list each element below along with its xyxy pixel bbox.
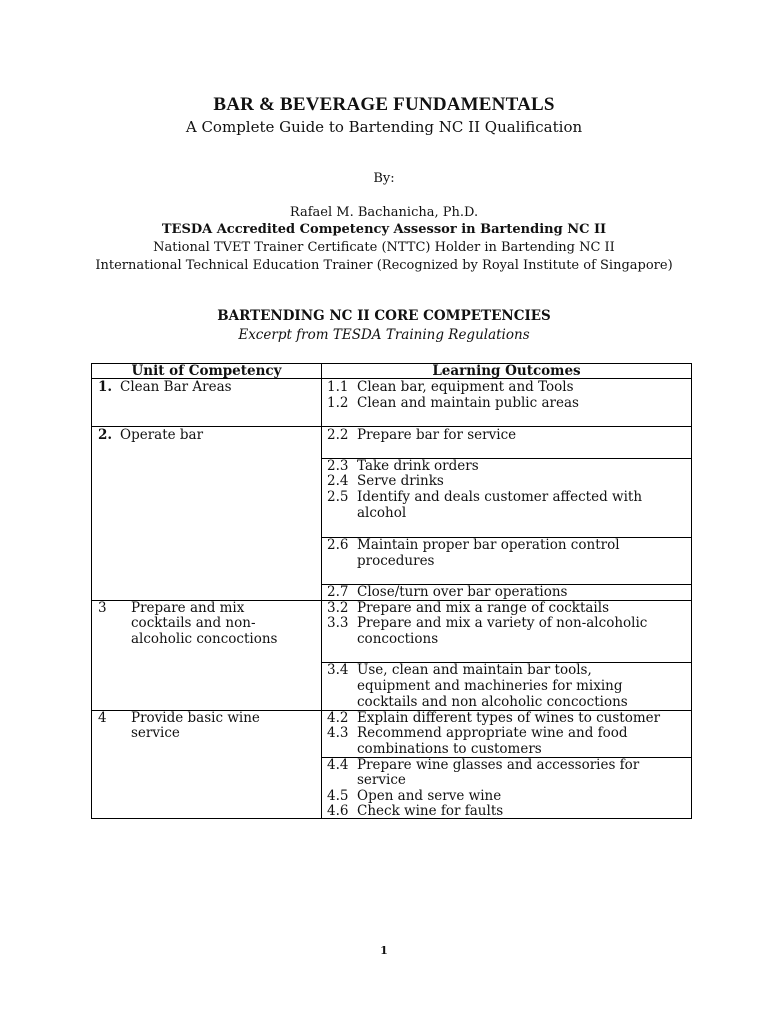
unit-title: Clean Bar Areas <box>120 379 232 395</box>
author-name: Rafael M. Bachanicha, Ph.D. <box>289 205 479 220</box>
unit-title: alcoholic concoctions <box>131 631 278 647</box>
section-subtitle: Excerpt from TESDA Training Regulations <box>238 327 530 343</box>
outcome-text: Prepare and mix a variety of non-alcoholic <box>357 615 648 631</box>
outcome-text: Take drink orders <box>357 458 479 474</box>
outcome-number: 4.6 <box>327 803 349 819</box>
outcome-number: 4.3 <box>327 725 349 741</box>
outcome-text: equipment and machineries for mixing <box>357 678 623 694</box>
outcome-text: cocktails and non alcoholic concoctions <box>357 694 628 710</box>
outcome-text: concoctions <box>357 631 439 647</box>
document-title: BAR & BEVERAGE FUNDAMENTALS <box>213 94 555 115</box>
author-credential-nttc: National TVET Trainer Certificate (NTTC) Holder in Bartending NC II <box>153 240 615 255</box>
unit-title: cocktails and non- <box>131 615 256 631</box>
unit-title: Provide basic wine <box>131 710 260 726</box>
unit-title: service <box>131 725 180 741</box>
outcome-text: Recommend appropriate wine and food <box>357 725 628 741</box>
author-credential-assessor: TESDA Accredited Competency Assessor in Bartending NC II <box>161 222 607 237</box>
document-subtitle: A Complete Guide to Bartending NC II Qualification <box>185 118 583 136</box>
unit-number: 1. <box>98 379 113 395</box>
section-title: BARTENDING NC II CORE COMPETENCIES <box>217 308 551 324</box>
outcome-text: Identify and deals customer affected with <box>357 489 643 505</box>
outcome-text: Clean and maintain public areas <box>357 395 579 411</box>
unit-number: 3 <box>98 600 107 616</box>
outcome-text: Serve drinks <box>357 473 444 489</box>
outcome-number: 3.4 <box>327 662 349 678</box>
outcome-number: 4.5 <box>327 788 349 804</box>
outcome-text: Clean bar, equipment and Tools <box>357 379 574 395</box>
outcome-number: 2.3 <box>327 458 349 474</box>
outcome-number: 2.2 <box>327 427 349 443</box>
outcome-text: Use, clean and maintain bar tools, <box>357 662 592 678</box>
outcome-number: 4.2 <box>327 710 349 726</box>
outcome-text: Close/turn over bar operations <box>357 584 568 600</box>
outcome-number: 1.2 <box>327 395 349 411</box>
author-credential-trainer: International Technical Education Trainer (Recognized by Royal Institute of Singapore) <box>95 258 673 273</box>
unit-number: 4 <box>98 710 107 726</box>
outcome-text: Prepare wine glasses and accessories for <box>357 757 640 773</box>
outcome-text: Maintain proper bar operation control <box>357 537 620 553</box>
outcome-number: 4.4 <box>327 757 349 773</box>
by-label: By: <box>373 171 395 186</box>
outcome-text: alcohol <box>357 505 407 521</box>
outcome-text: Prepare and mix a range of cocktails <box>357 600 609 616</box>
outcome-text: combinations to customers <box>357 741 542 757</box>
outcome-text: Open and serve wine <box>357 788 502 804</box>
unit-number: 2. <box>98 427 113 443</box>
outcome-number: 2.5 <box>327 489 349 505</box>
outcome-number: 2.4 <box>327 473 349 489</box>
unit-title: Operate bar <box>120 427 204 443</box>
outcome-number: 3.2 <box>327 600 349 616</box>
competency-table <box>91 363 692 819</box>
outcome-number: 2.6 <box>327 537 349 553</box>
outcome-text: service <box>357 772 406 788</box>
outcome-text: Explain different types of wines to customer <box>357 710 661 726</box>
outcome-number: 2.7 <box>327 584 349 600</box>
header-unit: Unit of Competency <box>131 363 282 379</box>
outcome-number: 3.3 <box>327 615 349 631</box>
column-divider <box>321 364 322 818</box>
unit-title: Prepare and mix <box>131 600 245 616</box>
header-outcomes: Learning Outcomes <box>432 363 581 379</box>
outcome-text: Check wine for faults <box>357 803 504 819</box>
outcome-text: Prepare bar for service <box>357 427 517 443</box>
page-number: 1 <box>380 944 388 957</box>
outcome-text: procedures <box>357 553 435 569</box>
outcome-number: 1.1 <box>327 379 349 395</box>
